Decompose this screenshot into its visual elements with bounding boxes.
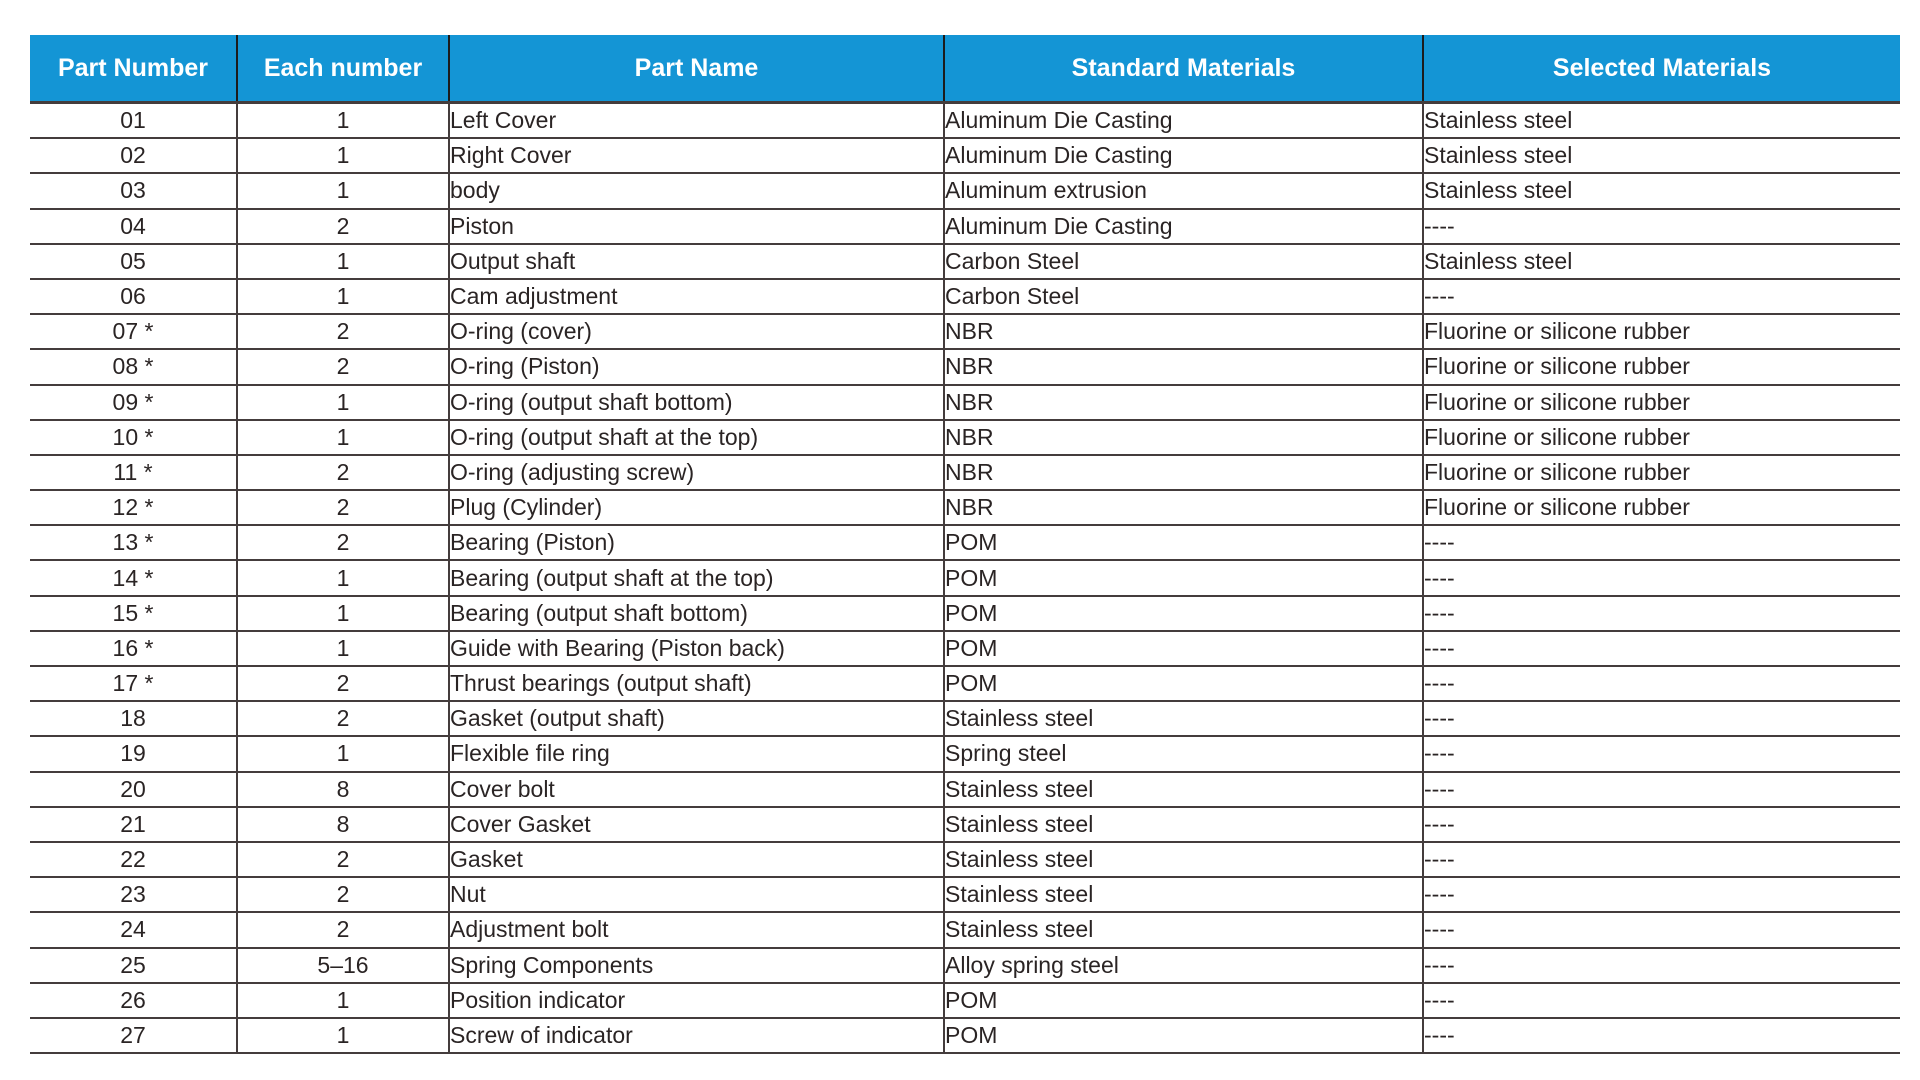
table-row bbox=[30, 385, 1900, 420]
cell-each_number: 1 bbox=[237, 138, 449, 173]
cell-standard_materials: POM bbox=[944, 596, 1423, 631]
cell-part_name: Right Cover bbox=[449, 138, 944, 173]
cell-standard_materials: POM bbox=[944, 1018, 1423, 1053]
cell-standard_materials: Aluminum extrusion bbox=[944, 173, 1423, 208]
cell-part_number: 10 * bbox=[30, 420, 237, 455]
cell-standard_materials: NBR bbox=[944, 455, 1423, 490]
cell-selected_materials: ---- bbox=[1423, 807, 1900, 842]
cell-each_number: 1 bbox=[237, 736, 449, 771]
cell-part_number: 06 bbox=[30, 279, 237, 314]
cell-each_number: 2 bbox=[237, 877, 449, 912]
cell-selected_materials: ---- bbox=[1423, 842, 1900, 877]
table-row bbox=[30, 842, 1900, 877]
cell-standard_materials: Aluminum Die Casting bbox=[944, 103, 1423, 139]
column-header-part_name: Part Name bbox=[449, 35, 944, 103]
cell-selected_materials: Stainless steel bbox=[1423, 138, 1900, 173]
cell-selected_materials: ---- bbox=[1423, 631, 1900, 666]
cell-part_name: O-ring (output shaft at the top) bbox=[449, 420, 944, 455]
cell-part_number: 04 bbox=[30, 209, 237, 244]
cell-part_number: 11 * bbox=[30, 455, 237, 490]
table-row bbox=[30, 983, 1900, 1018]
cell-part_number: 09 * bbox=[30, 385, 237, 420]
table-row bbox=[30, 948, 1900, 983]
cell-part_number: 26 bbox=[30, 983, 237, 1018]
cell-part_name: Output shaft bbox=[449, 244, 944, 279]
parts-table bbox=[30, 35, 1900, 1054]
cell-selected_materials: ---- bbox=[1423, 1018, 1900, 1053]
cell-each_number: 2 bbox=[237, 912, 449, 947]
cell-part_name: Cover bolt bbox=[449, 772, 944, 807]
cell-each_number: 2 bbox=[237, 701, 449, 736]
cell-each_number: 1 bbox=[237, 1018, 449, 1053]
table-row bbox=[30, 596, 1900, 631]
cell-part_number: 12 * bbox=[30, 490, 237, 525]
cell-part_name: O-ring (output shaft bottom) bbox=[449, 385, 944, 420]
cell-standard_materials: Stainless steel bbox=[944, 807, 1423, 842]
table-row bbox=[30, 420, 1900, 455]
table-row bbox=[30, 912, 1900, 947]
cell-selected_materials: ---- bbox=[1423, 736, 1900, 771]
table-row bbox=[30, 244, 1900, 279]
cell-part_number: 20 bbox=[30, 772, 237, 807]
cell-standard_materials: Spring steel bbox=[944, 736, 1423, 771]
cell-standard_materials: Alloy spring steel bbox=[944, 948, 1423, 983]
cell-part_name: Bearing (output shaft at the top) bbox=[449, 560, 944, 595]
table-row bbox=[30, 349, 1900, 384]
cell-each_number: 8 bbox=[237, 807, 449, 842]
cell-standard_materials: Aluminum Die Casting bbox=[944, 138, 1423, 173]
cell-part_name: Adjustment bolt bbox=[449, 912, 944, 947]
cell-standard_materials: NBR bbox=[944, 385, 1423, 420]
table-row bbox=[30, 807, 1900, 842]
cell-selected_materials: ---- bbox=[1423, 279, 1900, 314]
table-row bbox=[30, 279, 1900, 314]
cell-part_number: 16 * bbox=[30, 631, 237, 666]
cell-part_number: 07 * bbox=[30, 314, 237, 349]
column-header-standard_materials: Standard Materials bbox=[944, 35, 1423, 103]
table-row bbox=[30, 103, 1900, 139]
cell-selected_materials: ---- bbox=[1423, 983, 1900, 1018]
cell-selected_materials: ---- bbox=[1423, 701, 1900, 736]
cell-standard_materials: Carbon Steel bbox=[944, 244, 1423, 279]
cell-part_name: Nut bbox=[449, 877, 944, 912]
cell-standard_materials: POM bbox=[944, 631, 1423, 666]
cell-selected_materials: Fluorine or silicone rubber bbox=[1423, 490, 1900, 525]
cell-part_name: Flexible file ring bbox=[449, 736, 944, 771]
cell-part_name: Guide with Bearing (Piston back) bbox=[449, 631, 944, 666]
cell-part_name: body bbox=[449, 173, 944, 208]
cell-standard_materials: NBR bbox=[944, 420, 1423, 455]
cell-standard_materials: POM bbox=[944, 983, 1423, 1018]
cell-standard_materials: Carbon Steel bbox=[944, 279, 1423, 314]
cell-part_name: Spring Components bbox=[449, 948, 944, 983]
cell-part_name: O-ring (adjusting screw) bbox=[449, 455, 944, 490]
cell-standard_materials: Stainless steel bbox=[944, 772, 1423, 807]
table-row bbox=[30, 314, 1900, 349]
cell-part_number: 21 bbox=[30, 807, 237, 842]
cell-part_number: 03 bbox=[30, 173, 237, 208]
column-header-each_number: Each number bbox=[237, 35, 449, 103]
cell-each_number: 5–16 bbox=[237, 948, 449, 983]
cell-part_name: Bearing (Piston) bbox=[449, 525, 944, 560]
cell-each_number: 1 bbox=[237, 983, 449, 1018]
cell-standard_materials: Aluminum Die Casting bbox=[944, 209, 1423, 244]
table-row bbox=[30, 877, 1900, 912]
table-row bbox=[30, 736, 1900, 771]
cell-standard_materials: POM bbox=[944, 525, 1423, 560]
table-body bbox=[30, 103, 1900, 1054]
cell-standard_materials: POM bbox=[944, 560, 1423, 595]
cell-part_number: 18 bbox=[30, 701, 237, 736]
cell-selected_materials: ---- bbox=[1423, 912, 1900, 947]
cell-selected_materials: Stainless steel bbox=[1423, 244, 1900, 279]
table-row bbox=[30, 525, 1900, 560]
table-row bbox=[30, 455, 1900, 490]
cell-each_number: 1 bbox=[237, 385, 449, 420]
cell-part_name: Gasket bbox=[449, 842, 944, 877]
cell-part_number: 22 bbox=[30, 842, 237, 877]
cell-each_number: 1 bbox=[237, 420, 449, 455]
cell-selected_materials: ---- bbox=[1423, 525, 1900, 560]
cell-selected_materials: Stainless steel bbox=[1423, 173, 1900, 208]
cell-part_number: 05 bbox=[30, 244, 237, 279]
cell-standard_materials: Stainless steel bbox=[944, 701, 1423, 736]
cell-selected_materials: ---- bbox=[1423, 666, 1900, 701]
cell-part_name: Piston bbox=[449, 209, 944, 244]
cell-each_number: 1 bbox=[237, 103, 449, 139]
table-row bbox=[30, 490, 1900, 525]
cell-standard_materials: POM bbox=[944, 666, 1423, 701]
cell-each_number: 1 bbox=[237, 560, 449, 595]
cell-part_name: O-ring (Piston) bbox=[449, 349, 944, 384]
cell-part_name: Position indicator bbox=[449, 983, 944, 1018]
cell-each_number: 2 bbox=[237, 842, 449, 877]
cell-standard_materials: Stainless steel bbox=[944, 912, 1423, 947]
cell-part_name: Bearing (output shaft bottom) bbox=[449, 596, 944, 631]
table-row bbox=[30, 666, 1900, 701]
cell-part_number: 23 bbox=[30, 877, 237, 912]
cell-part_number: 08 * bbox=[30, 349, 237, 384]
cell-part_number: 24 bbox=[30, 912, 237, 947]
cell-selected_materials: Stainless steel bbox=[1423, 103, 1900, 139]
table-row bbox=[30, 173, 1900, 208]
cell-selected_materials: ---- bbox=[1423, 948, 1900, 983]
cell-part_name: O-ring (cover) bbox=[449, 314, 944, 349]
cell-each_number: 1 bbox=[237, 279, 449, 314]
cell-standard_materials: Stainless steel bbox=[944, 842, 1423, 877]
cell-selected_materials: ---- bbox=[1423, 560, 1900, 595]
cell-each_number: 2 bbox=[237, 666, 449, 701]
cell-selected_materials: Fluorine or silicone rubber bbox=[1423, 314, 1900, 349]
cell-part_name: Cover Gasket bbox=[449, 807, 944, 842]
cell-standard_materials: NBR bbox=[944, 490, 1423, 525]
cell-selected_materials: ---- bbox=[1423, 877, 1900, 912]
table-row bbox=[30, 560, 1900, 595]
table-header bbox=[30, 35, 1900, 103]
cell-selected_materials: ---- bbox=[1423, 209, 1900, 244]
cell-each_number: 1 bbox=[237, 173, 449, 208]
cell-selected_materials: Fluorine or silicone rubber bbox=[1423, 385, 1900, 420]
cell-each_number: 2 bbox=[237, 349, 449, 384]
cell-each_number: 2 bbox=[237, 314, 449, 349]
cell-standard_materials: NBR bbox=[944, 314, 1423, 349]
table-row bbox=[30, 631, 1900, 666]
cell-part_number: 15 * bbox=[30, 596, 237, 631]
cell-each_number: 1 bbox=[237, 244, 449, 279]
cell-selected_materials: Fluorine or silicone rubber bbox=[1423, 455, 1900, 490]
cell-part_number: 01 bbox=[30, 103, 237, 139]
cell-part_name: Thrust bearings (output shaft) bbox=[449, 666, 944, 701]
cell-part_name: Gasket (output shaft) bbox=[449, 701, 944, 736]
cell-each_number: 8 bbox=[237, 772, 449, 807]
table-row bbox=[30, 138, 1900, 173]
cell-each_number: 2 bbox=[237, 525, 449, 560]
cell-part_name: Plug (Cylinder) bbox=[449, 490, 944, 525]
cell-each_number: 1 bbox=[237, 596, 449, 631]
table-row bbox=[30, 772, 1900, 807]
cell-selected_materials: ---- bbox=[1423, 596, 1900, 631]
cell-selected_materials: Fluorine or silicone rubber bbox=[1423, 349, 1900, 384]
cell-part_number: 14 * bbox=[30, 560, 237, 595]
table-row bbox=[30, 701, 1900, 736]
column-header-selected_materials: Selected Materials bbox=[1423, 35, 1900, 103]
table-row bbox=[30, 1018, 1900, 1053]
cell-part_name: Cam adjustment bbox=[449, 279, 944, 314]
cell-each_number: 2 bbox=[237, 209, 449, 244]
cell-part_name: Screw of indicator bbox=[449, 1018, 944, 1053]
cell-part_number: 25 bbox=[30, 948, 237, 983]
cell-standard_materials: NBR bbox=[944, 349, 1423, 384]
cell-part_number: 27 bbox=[30, 1018, 237, 1053]
cell-part_number: 02 bbox=[30, 138, 237, 173]
table-row bbox=[30, 209, 1900, 244]
cell-part_number: 19 bbox=[30, 736, 237, 771]
cell-each_number: 1 bbox=[237, 631, 449, 666]
cell-each_number: 2 bbox=[237, 490, 449, 525]
cell-part_name: Left Cover bbox=[449, 103, 944, 139]
header-row bbox=[30, 35, 1900, 103]
cell-part_number: 13 * bbox=[30, 525, 237, 560]
cell-part_number: 17 * bbox=[30, 666, 237, 701]
cell-standard_materials: Stainless steel bbox=[944, 877, 1423, 912]
column-header-part_number: Part Number bbox=[30, 35, 237, 103]
cell-selected_materials: ---- bbox=[1423, 772, 1900, 807]
cell-selected_materials: Fluorine or silicone rubber bbox=[1423, 420, 1900, 455]
cell-each_number: 2 bbox=[237, 455, 449, 490]
